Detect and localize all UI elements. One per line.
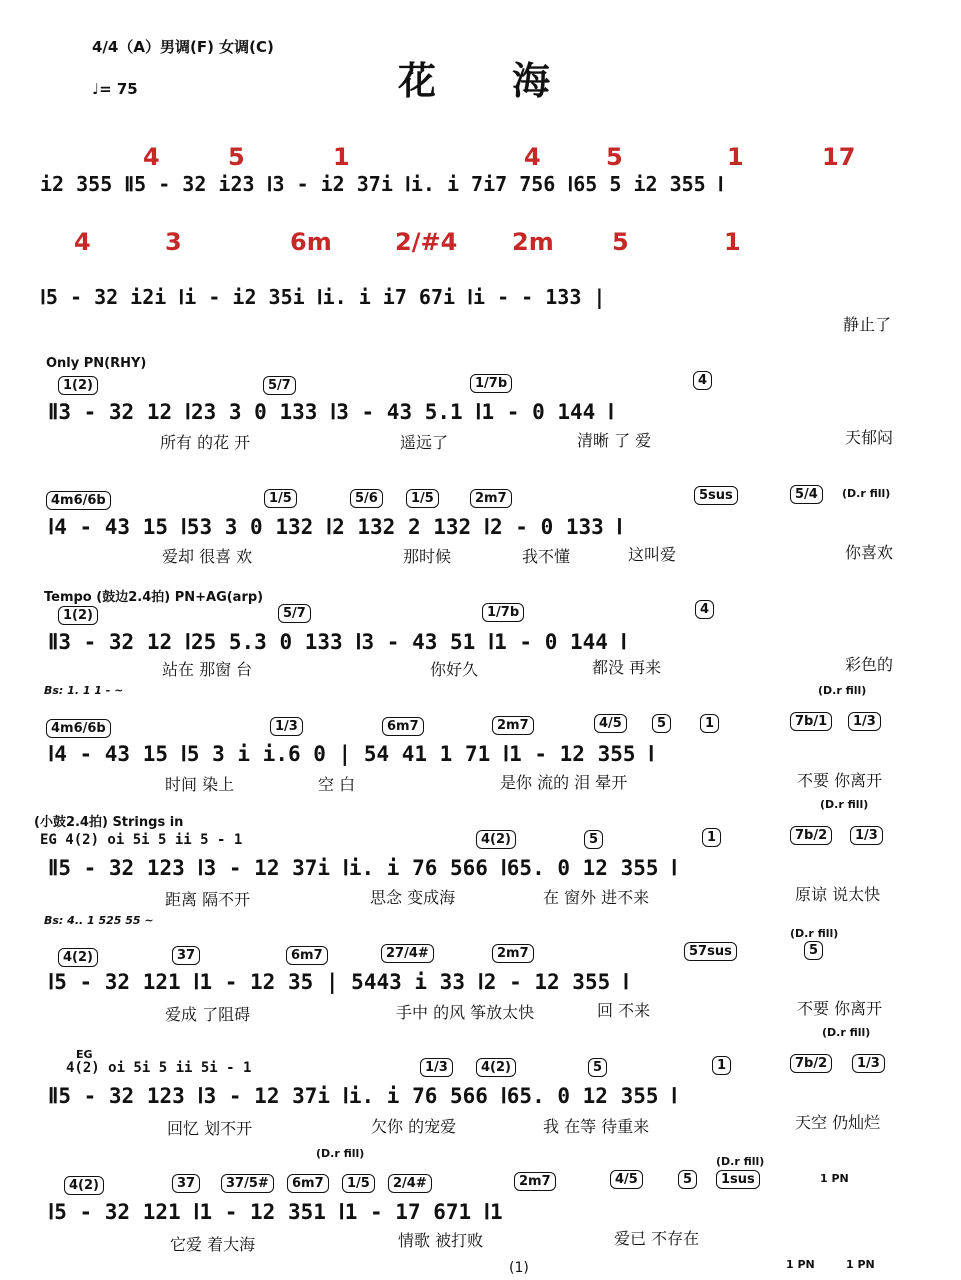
chord-box: 5/6 [350,489,383,508]
page-number: (1) [509,1260,529,1276]
chord-box: 27/4# [381,944,434,963]
drum-fill-label: (D.r fill) [818,684,867,697]
chord-box: 7b/2 [790,826,832,845]
chord-box: 1/5 [342,1174,375,1193]
chord-box: 4(2) [58,948,98,967]
lyric: 它爱 着大海 [170,1235,256,1254]
notation-line: Ⅱ3 - 32 12 Ⅰ25 5.3 0 133 Ⅰ3 - 43 51 Ⅰ1 - 0 144 Ⅰ [48,630,627,654]
drum-fill-label: (D.r fill) [820,798,869,811]
chord-box: 57sus [684,942,737,961]
chord-label: 5 [606,143,623,171]
lyric: 都没 再来 [592,658,662,677]
chord-box: 5/7 [263,376,296,395]
section-label: EG [76,1048,93,1061]
chord-box: 1(2) [58,376,98,395]
chord-box: 5 [584,830,603,849]
notation-line: Ⅰ4 - 43 15 Ⅰ5 3 i i.6 0 | 54 41 1 71 Ⅰ1 - 12 355 Ⅰ [48,742,655,766]
chord-box: 5sus [694,486,738,505]
chord-box: 2/4# [388,1174,432,1193]
notation-line: Ⅱ3 - 32 12 Ⅰ23 3 0 133 Ⅰ3 - 43 5.1 Ⅰ1 - 0 144 Ⅰ [48,400,615,424]
chord-box: 6m7 [286,946,328,965]
bass-line: Bs: 1. 1 1 - ~ [44,684,124,697]
lyric: 回 不来 [597,1001,651,1020]
notation-line: Ⅰ5 - 32 121 Ⅰ1 - 12 351 Ⅰ1 - 17 671 Ⅰ1 [48,1200,503,1224]
drum-fill-label: (D.r fill) [842,487,891,500]
chord-box: 5/7 [278,604,311,623]
chord-box: 7b/1 [790,712,832,731]
chord-box: 1/5 [264,489,297,508]
chord-box: 1(2) [58,606,98,625]
chord-box: 2m7 [470,489,512,508]
chord-box: 1 [702,828,721,847]
notation-line: Ⅱ5 - 32 123 Ⅰ3 - 12 37i Ⅰi. i 76 566 Ⅰ65. 0 12 355 Ⅰ [48,856,678,880]
chord-box: 5 [678,1170,697,1189]
lyric: 欠你 的宠爱 [371,1117,457,1136]
chord-box: 5 [588,1058,607,1077]
section-label: (小鼓2.4拍) Strings in [34,815,184,830]
drum-fill-label: (D.r fill) [822,1026,871,1039]
bass-line: Bs: 4.. 1 525 55 ~ [44,914,154,927]
lyric: 静止了 [843,315,892,334]
ending-mark: 1 PN [846,1258,875,1271]
lyric: 原谅 说太快 [795,885,881,904]
chord-box: 2m7 [492,944,534,963]
lyric: 你喜欢 [845,543,894,562]
lyric: 天空 仍灿烂 [795,1113,881,1132]
lyric: 天郁闷 [845,428,894,447]
chord-label: 2m [512,228,554,256]
chord-box: 6m7 [287,1174,329,1193]
lyric: 我不懂 [522,547,571,566]
chord-box: 1/3 [848,712,881,731]
lyric: 站在 那窗 台 [162,660,253,679]
chord-label: 4 [524,143,541,171]
drum-fill-label: (D.r fill) [716,1155,765,1168]
chord-box: 37 [172,946,200,965]
lyric: 不要 你离开 [797,999,883,1018]
lyric: 时间 染上 [165,775,235,794]
lyric: 爱成 了阻碍 [165,1005,251,1024]
lyric: 在 窗外 进不来 [543,888,650,907]
chord-box: 1/7b [482,603,524,622]
chord-label: 5 [612,228,629,256]
chord-box: 7b/2 [790,1054,832,1073]
lyric: 情歌 被打败 [398,1231,484,1250]
notation-line: Ⅱ5 - 32 123 Ⅰ3 - 12 37i Ⅰi. i 76 566 Ⅰ65. 0 12 355 Ⅰ [48,1084,678,1108]
lyric: 是你 流的 泪 晕开 [500,773,628,792]
lyric: 你好久 [430,660,479,679]
chord-label: 5 [228,143,245,171]
lyric: 不要 你离开 [797,771,883,790]
lyric: 这叫爱 [628,545,677,564]
lyric: 遥远了 [400,433,449,452]
chord-box: 5 [652,714,671,733]
chord-label: 4 [74,228,91,256]
lyric: 手中 的风 筝放太快 [396,1003,535,1022]
intro-notation-line-2: Ⅰ5 - 32 i2i Ⅰi - i2 35i Ⅰi. i i7 67i Ⅰi - - 133 | [40,285,606,309]
chord-box: 37 [172,1174,200,1193]
chord-box: 1 [700,714,719,733]
chord-box: 1/3 [270,717,303,736]
chord-box: 37/5# [221,1174,274,1193]
chord-box: 4(2) [64,1176,104,1195]
lyric: 我 在等 待重来 [543,1117,650,1136]
chord-box: 4/5 [610,1170,643,1189]
ending-mark: 1 PN [820,1172,849,1185]
chord-box: 5 [804,941,823,960]
chord-label: 4 [143,143,160,171]
section-label: Tempo (鼓边2.4拍) PN+AG(arp) [44,590,264,605]
lyric: 思念 变成海 [370,888,456,907]
lyric: 所有 的花 开 [160,433,251,452]
lyric: 那时候 [403,547,452,566]
key-info: 4/4（A）男调(F) 女调(C) [92,38,274,56]
chord-box: 4m6/6b [46,491,111,510]
intro-notation-line-1: i2 355 Ⅱ5 - 32 i23 Ⅰ3 - i2 37i Ⅰi. i 7i7 756 Ⅰ65 5 i2 355 Ⅰ [40,172,724,196]
lyric: 彩色的 [845,655,894,674]
notation-line: Ⅰ5 - 32 121 Ⅰ1 - 12 35 | 5443 i 33 Ⅰ2 - 12 355 Ⅰ [48,970,630,994]
chord-box: 4(2) [476,1058,516,1077]
chord-box: 5/4 [790,485,823,504]
eg-pattern: 4(2) oi 5i 5 ii 5i - 1 [66,1060,252,1076]
chord-box: 4 [693,371,712,390]
lyric: 空 白 [318,775,356,794]
chord-label: 1 [333,143,350,171]
section-label: Only PN(RHY) [46,356,147,371]
chord-box: 1/3 [850,826,883,845]
drum-fill-label: (D.r fill) [790,927,839,940]
eg-pattern: EG 4(2) oi 5i 5 ii 5 - 1 [40,832,243,848]
lyric: 清晰 了 爱 [577,431,652,450]
lyric: 爱却 很喜 欢 [162,547,253,566]
page-title: 花 海 [398,59,551,103]
chord-box: 1/5 [406,489,439,508]
chord-label: 1 [724,228,741,256]
lyric: 回忆 划不开 [167,1119,253,1138]
chord-label: 17 [822,143,856,171]
chord-box: 6m7 [382,717,424,736]
chord-box: 2m7 [514,1172,556,1191]
chord-box: 4/5 [594,714,627,733]
chord-box: 4(2) [476,830,516,849]
chord-box: 1/3 [852,1054,885,1073]
lyric: 距离 隔不开 [165,890,251,909]
tempo-marking: ♩= 75 [92,80,138,98]
chord-box: 4m6/6b [46,719,111,738]
lyric: 爱已 不存在 [614,1229,700,1248]
ending-mark: 1 PN [786,1258,815,1271]
chord-box: 1 [712,1056,731,1075]
chord-box: 1/3 [420,1058,453,1077]
chord-box: 2m7 [492,716,534,735]
chord-box: 1/7b [470,374,512,393]
drum-fill-label: (D.r fill) [316,1147,365,1160]
chord-label: 3 [165,228,182,256]
chord-label: 6m [290,228,332,256]
notation-line: Ⅰ4 - 43 15 Ⅰ53 3 0 132 Ⅰ2 132 2 132 Ⅰ2 - 0 133 Ⅰ [48,515,623,539]
chord-box: 1sus [716,1170,760,1189]
chord-label: 1 [727,143,744,171]
chord-label: 2/#4 [395,228,458,256]
chord-box: 4 [695,600,714,619]
